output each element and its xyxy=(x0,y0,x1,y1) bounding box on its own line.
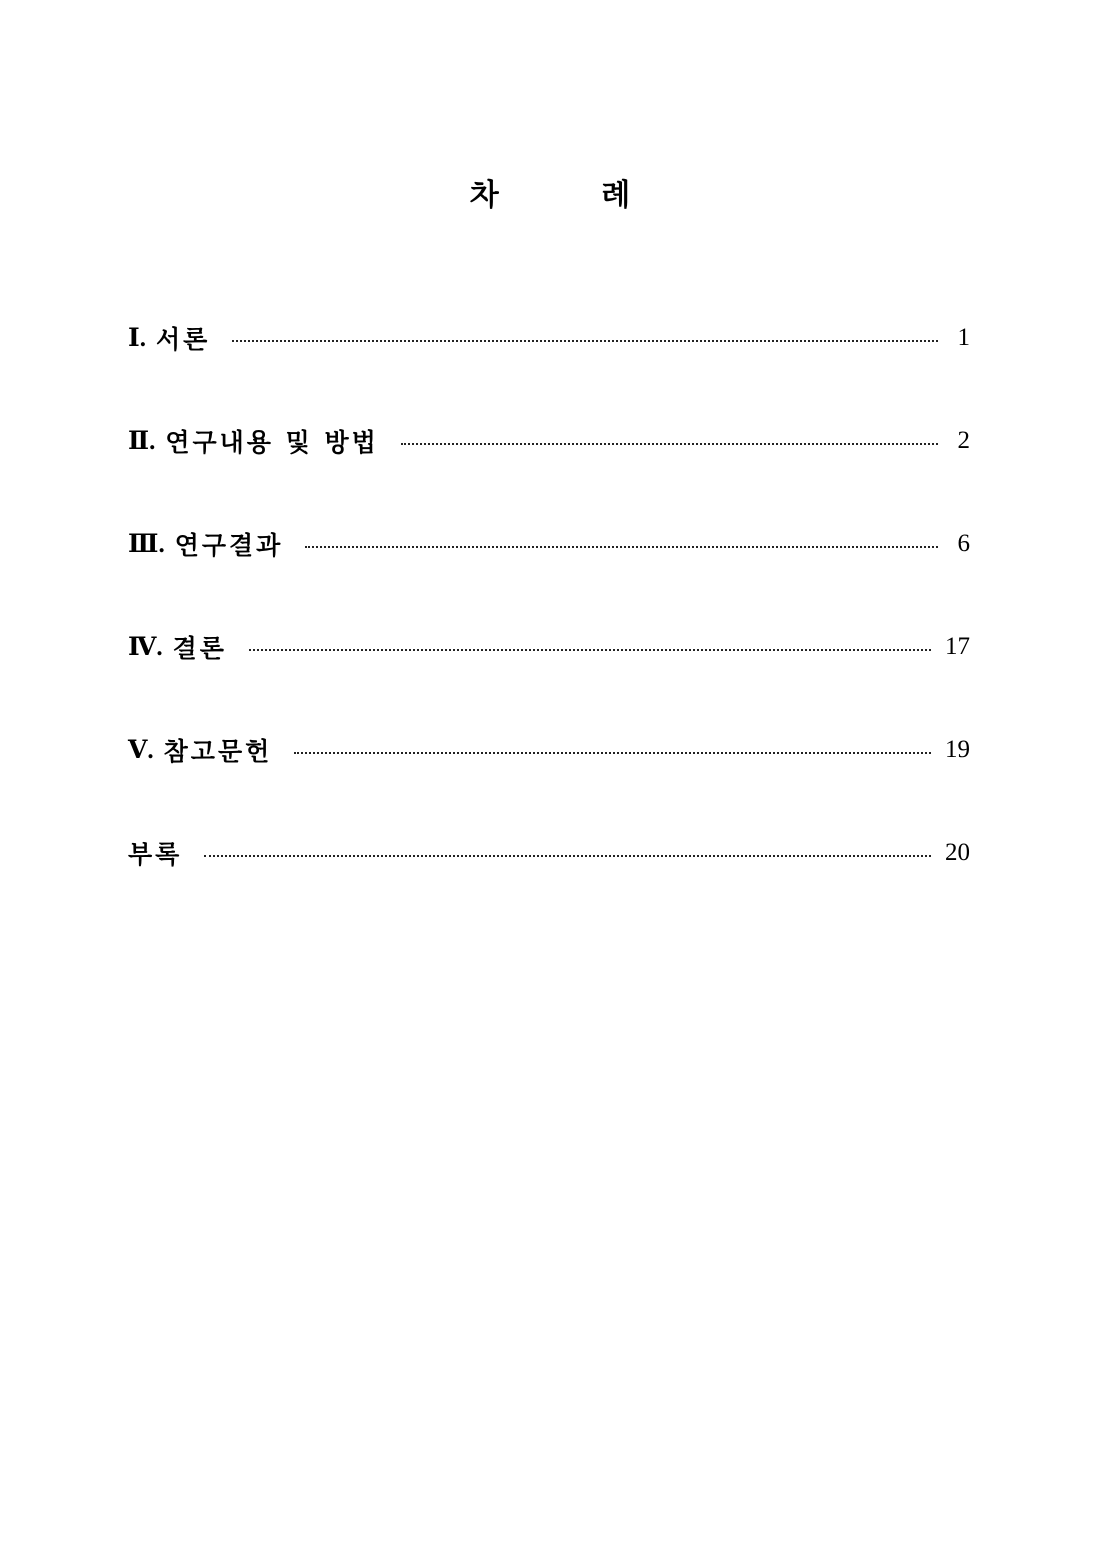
toc-entry-references[interactable] xyxy=(128,724,970,776)
dot-leader xyxy=(232,338,938,342)
toc-numeral: Ⅴ. xyxy=(128,737,154,764)
toc-entry-conclusion[interactable] xyxy=(128,621,970,673)
toc-numeral: Ⅲ. xyxy=(128,531,165,558)
toc-page-number: 2 xyxy=(957,427,970,454)
toc-page-number: 20 xyxy=(945,839,970,866)
toc-numeral: Ⅰ. xyxy=(128,325,146,352)
toc-page-number: 19 xyxy=(945,736,970,763)
dot-leader xyxy=(294,750,931,754)
toc-entry-introduction[interactable] xyxy=(128,312,970,364)
toc-title: 연구결과 xyxy=(174,531,284,560)
toc-title: 서론 xyxy=(155,325,211,354)
toc-page-number: 6 xyxy=(957,530,970,557)
toc-entry-results[interactable] xyxy=(128,518,970,570)
dot-leader xyxy=(204,853,931,857)
toc-page-number: 1 xyxy=(957,324,970,351)
toc-entry-appendix[interactable] xyxy=(128,827,970,879)
dot-leader xyxy=(305,544,938,548)
toc-title: 결론 xyxy=(172,634,227,663)
toc-entry-methods[interactable] xyxy=(128,415,970,467)
toc-title: 참고문헌 xyxy=(163,737,273,766)
dot-leader xyxy=(401,441,938,445)
toc-numeral: Ⅱ. xyxy=(128,428,156,455)
table-of-contents xyxy=(128,312,970,879)
toc-title: 연구내용 및 방법 xyxy=(165,428,379,457)
toc-numeral: Ⅳ. xyxy=(128,634,163,661)
toc-title: 부록 xyxy=(128,840,183,869)
toc-page-number: 17 xyxy=(945,633,970,660)
dot-leader xyxy=(249,647,931,651)
page-title: 차 례 xyxy=(469,178,677,213)
